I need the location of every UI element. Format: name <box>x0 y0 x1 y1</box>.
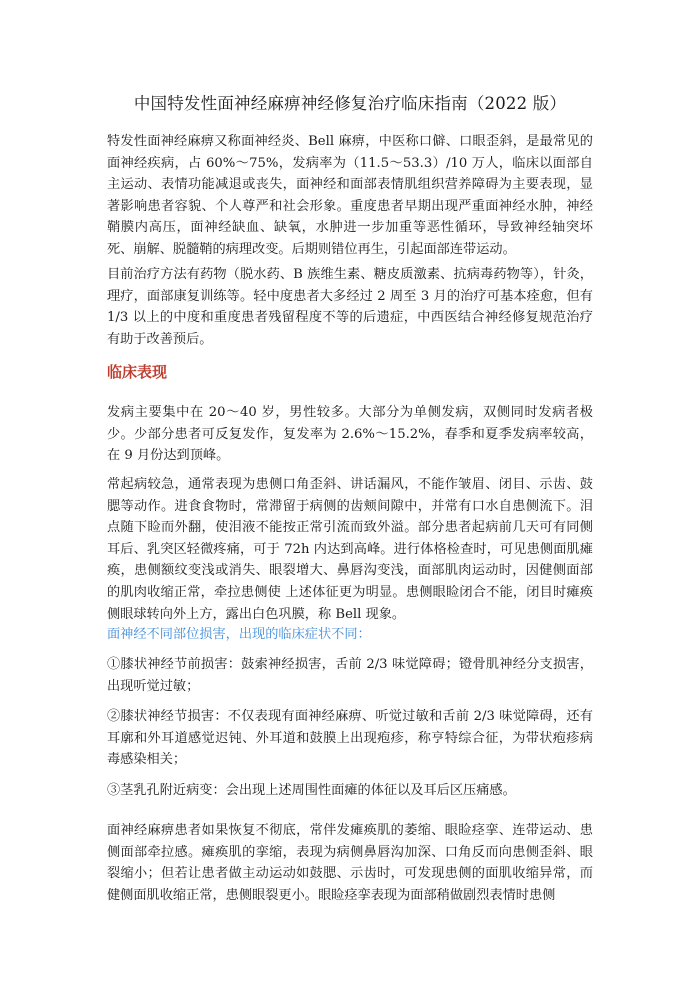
clinical-paragraph-1: 发病主要集中在 20～40 岁，男性较多。大部分为单侧发病，双侧同时发病者极少。少部分患者可反复发作，复发率为 2.6%～15.2%，春季和夏季发病率较高，在 9 月份达到顶峰。 <box>107 405 593 464</box>
clinical-paragraph-2: 常起病较急，通常表现为患侧口角歪斜、讲话漏风，不能作皱眉、闭目、示齿、鼓腮等动作。进食食物时，常滞留于病侧的齿颊间隙中，并常有口水自患侧流下。泪点随下睑而外翻，使泪液不能按正常引流而致外溢。部分患者起病前几天可有同侧耳后、乳突区轻微疼痛，可于 72h 内达到高峰。进行体格检查时，可见患侧面肌瘫痪，患侧额纹变浅或消失、眼裂增大、鼻唇沟变浅，面部肌肉运动时，因健侧面部的肌肉收缩正常，牵拉患侧使 上述体征更为明显。患侧眼睑闭合不能，闭目时瘫痪侧眼球转向外上方，露出白色巩膜，称 Bell 现象。 <box>107 477 593 622</box>
clinical-paragraph-3: 面神经麻痹患者如果恢复不彻底，常伴发瘫痪肌的萎缩、眼睑痉挛、连带运动、患侧面部牵拉感。瘫痪肌的挛缩，表现为病侧鼻唇沟加深、口角反而向患侧歪斜、眼裂缩小；但若让患者做主动运动如鼓腮、示齿时，可发现患侧的面肌收缩异常，而健侧面肌收缩正常，患侧眼裂更小。眼睑痉挛表现为面部稍做剧烈表情时患侧 <box>107 823 593 903</box>
subheading-lesion-sites: 面神经不同部位损害，出现的临床症状不同： <box>107 627 371 642</box>
intro-paragraph-1: 特发性面神经麻痹又称面神经炎、Bell 麻痹，中医称口僻、口眼歪斜，是最常见的面神经疾病，占 60%～75%，发病率为（11.5～53.3）/10 万人，临床以面部自主运动、表情功能减退或丧失，面神经和面部表情肌组织营养障碍为主要表现，显著影响患者容貌、个人尊严和社会形象。重度患者早期出现严重面神经水肿，神经鞘膜内高压，面神经缺血、缺氧，水肿进一步加重等恶性循环，导致神经轴突坏死、崩解、脱髓鞘的病理改变。后期则错位再生，引起面部连带运动。 <box>107 134 593 257</box>
list-item-2: ②膝状神经节损害：不仅表现有面神经麻痹、听觉过敏和舌前 2/3 味觉障碍，还有耳廓和外耳道感觉迟钝、外耳道和鼓膜上出现疱疹，称亨特综合征，为带状疱疹病毒感染相关； <box>107 709 593 768</box>
intro-paragraph-2: 目前治疗方法有药物（脱水药、B 族维生素、糖皮质激素、抗病毒药物等），针灸，理疗，面部康复训练等。轻中度患者大多经过 2 周至 3 月的治疗可基本痊愈，但有 1/3 以上的中度和重度患者残留程度不等的后遗症，中西医结合神经修复规范治疗有助于改善预后。 <box>107 267 593 347</box>
list-item-3: ③茎乳孔附近病变：会出现上述周围性面瘫的体征以及耳后区压痛感。 <box>107 783 516 798</box>
list-item-1: ①膝状神经节前损害：鼓索神经损害，舌前 2/3 味觉障碍；镫骨肌神经分支损害，出现听觉过敏； <box>107 657 593 694</box>
document-title: 中国特发性面神经麻痹神经修复治疗临床指南（2022 版） <box>133 94 567 113</box>
section-heading-clinical: 临床表现 <box>107 363 168 381</box>
